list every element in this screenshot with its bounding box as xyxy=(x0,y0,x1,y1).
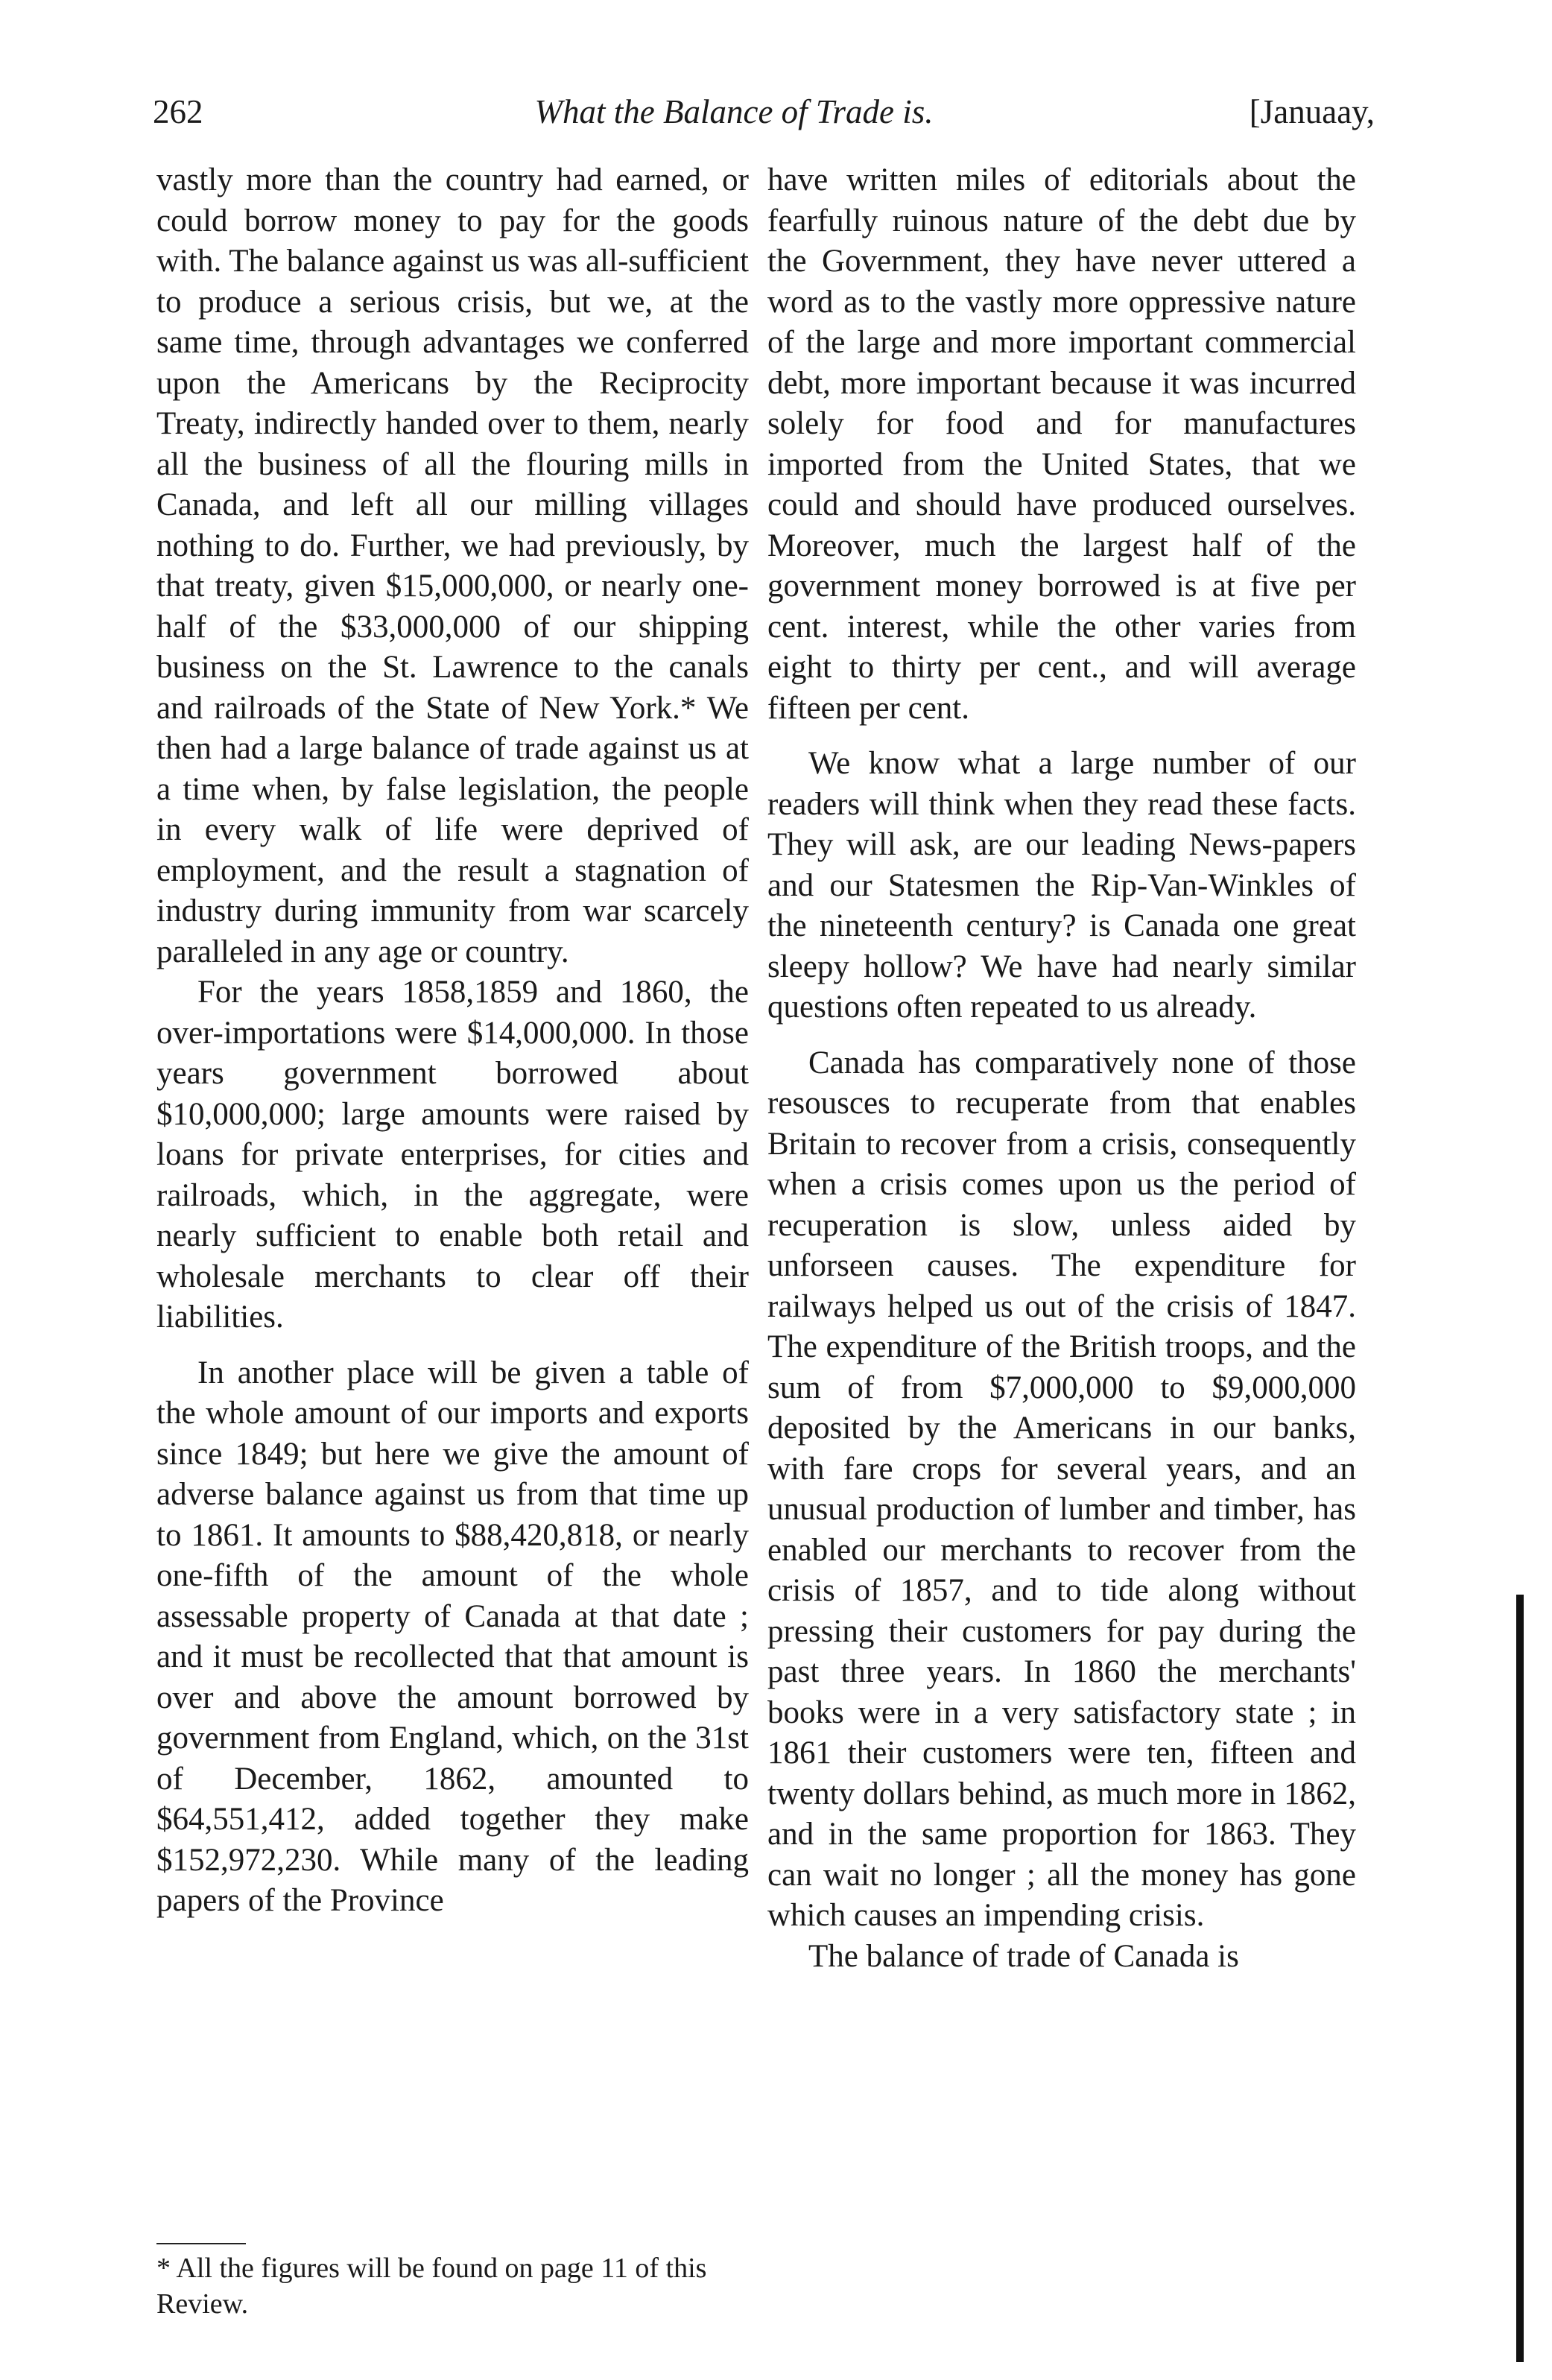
right-paragraph-2: We know what a large number of our readers will think when they read these facts. They will ask, are our leading News-papers and our Statesmen the Rip-Van-Winkles of the nineteenth century? is Canada one great sleepy hollow? We have had nearly similar questions often repeated to us already. xyxy=(767,746,1356,1025)
left-paragraph-2: For the years 1858,1859 and 1860, the over-importations were $14,000,000. In those years government borrowed about $10,000,000; large amounts were raised by loans for private enterprises, for cities and railroads, which, in the aggregate, were nearly sufficient to enable both retail and wholesale merchants to clear off their liabilities. xyxy=(156,975,749,1335)
page-number: 262 xyxy=(153,93,203,130)
right-paragraph-4: The balance of trade of Canada is xyxy=(808,1938,1239,1974)
right-column xyxy=(767,160,1356,1977)
page-header xyxy=(153,89,1375,134)
running-date: [Januaay, xyxy=(1249,93,1375,130)
running-title: What the Balance of Trade is. xyxy=(534,93,934,130)
left-paragraph-3: In another place will be given a table of the whole amount of our imports and exports since 1849; but here we give the amount of adverse balance against us from that time up to 1861. It amounts to $88,420,818, or nearly one-fifth of the amount of the whole assessable property of Canada at that date ; and it must be recollected that that amount is over and above the amount borrowed by government from England, which, on the 31st of December, 1862, amounted to $64,551,412, added together they make $152,972,230. While many of the leading papers of the Province xyxy=(156,1355,749,1918)
right-paragraph-1: have written miles of editorials about the fearfully ruinous nature of the debt due by the Government, they have never uttered a word as to the vastly more oppressive nature of the large and more important commercial debt, more important because it was incurred solely for food and for manufactures imported from the United States, that we could and should have produced ourselves. Moreover, much the largest half of the government money borrowed is at five per cent. interest, while the other varies from eight to thirty per cent., and will average fifteen per cent. xyxy=(767,162,1356,726)
footnote: * All the figures will be found on page 11 of this Review. xyxy=(156,2253,707,2320)
left-column xyxy=(156,160,749,1922)
footnote-rule xyxy=(156,2243,246,2244)
left-paragraph-1: vastly more than the country had earned, or could borrow money to pay for the goods with. The balance against us was all-sufficient to produce a serious crisis, but we, at the same time, through advantages we conferred upon the Americans by the Reciprocity Treaty, indirectly handed over to them, nearly all the business of all the flouring mills in Canada, and left all our milling villages nothing to do. Further, we had previously, by that treaty, given $15,000,000, or nearly one-half of the $33,000,000 of our shipping business on the St. Lawrence to the canals and railroads of the State of New York.* We then had a large balance of trade against us at a time when, by false legislation, the people in every walk of life were deprived of employment, and the result a stagnation of industry during immunity from war scarcely paralleled in any age or country. xyxy=(156,162,749,969)
scan-edge-mark xyxy=(1516,1595,1524,2362)
right-paragraph-3: Canada has comparatively none of those resousces to recuperate from that enables Britain to recover from a crisis, consequently when a crisis comes upon us the period of recuperation is slow, unless aided by unforseen causes. The expenditure for railways helped us out of the crisis of 1847. The expenditure of the British troops, and the sum of from $7,000,000 to $9,000,000 deposited by the Americans in our banks, with fare crops for several years, and an unusual production of lumber and timber, has enabled our merchants to recover from the crisis of 1857, and to tide along without pressing their customers for pay during the past three years. In 1860 the merchants' books were in a very satisfactory state ; in 1861 their customers were ten, fifteen and twenty dollars behind, as much more in 1862, and in the same proportion for 1863. They can wait no longer ; all the money has gone which causes an impending crisis. xyxy=(767,1045,1356,1933)
